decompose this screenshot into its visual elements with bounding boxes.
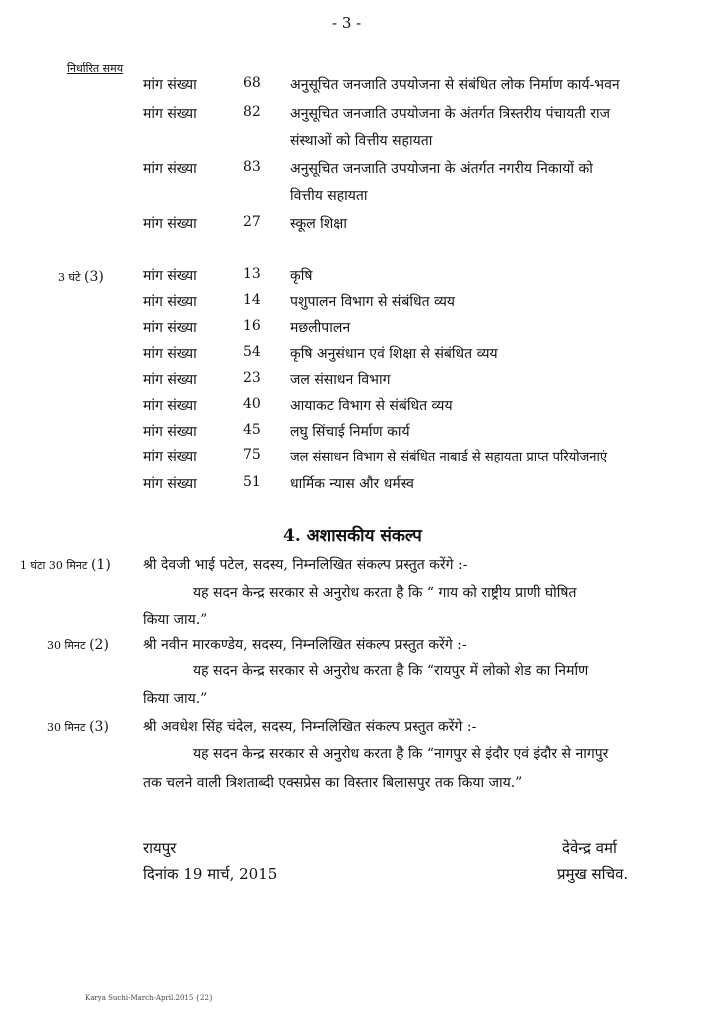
resolution-text-continued: किया जाय.” [143,612,208,628]
demand-row [0,214,703,236]
demand-row [0,474,703,496]
demand-label: मांग संख्या [143,398,197,414]
demand-label: मांग संख्या [143,476,197,492]
demand-label: मांग संख्या [143,106,197,122]
demand-description: आयाकट विभाग से संबंधित व्यय [290,398,453,414]
demand-row [0,422,703,444]
place: रायपुर [143,839,177,857]
demand-description-continued: संस्थाओं को वित्तीय सहायता [290,133,433,149]
resolution-time: 30 मिनट (2) [47,637,109,653]
resolution-mover: श्री नवीन मारकण्डेय, सदस्य, निम्नलिखित संकल्प प्रस्तुत करेंगे :- [143,637,467,653]
demand-number: 54 [243,344,261,360]
demand-row [0,318,703,340]
demand-label: मांग संख्या [143,372,197,388]
demand-description: अनुसूचित जनजाति उपयोजना से संबंधित लोक निर्माण कार्य-भवन [290,77,620,93]
resolution-text: यह सदन केन्द्र सरकार से अनुरोध करता है कि “ गाय को राष्ट्रीय प्राणी घोषित [193,585,577,601]
resolution-time: 1 घंटा 30 मिनट (1) [20,557,111,573]
page-number: - 3 - [332,14,362,32]
demand-label: मांग संख्या [143,268,197,284]
demand-description: धार्मिक न्यास और धर्मस्व [290,476,414,492]
date: दिनांक 19 मार्च, 2015 [143,865,278,883]
demand-label: मांग संख्या [143,449,197,465]
resolution-text: यह सदन केन्द्र सरकार से अनुरोध करता है कि “नागपुर से इंदौर एवं इंदौर से नागपुर [193,746,609,762]
signatory-name: देवेन्द्र वर्मा [562,839,617,857]
demand-row [0,266,703,288]
signatory-title: प्रमुख सचिव. [557,865,629,883]
demand-label: मांग संख्या [143,216,197,232]
demand-description: पशुपालन विभाग से संबंधित व्यय [290,294,456,310]
time-column-header: निर्धारित समय [67,62,124,75]
demand-number: 40 [243,396,261,412]
demand-number: 14 [243,292,261,308]
demand-row [0,104,703,126]
resolution-text-continued: किया जाय.” [143,691,208,707]
demand-number: 13 [243,266,261,282]
demand-description: जल संसाधन विभाग से संबंधित नाबार्ड से सहायता प्राप्त परियोजनाएं [290,450,608,465]
demand-description: स्कूल शिक्षा [290,216,347,232]
demand-description-continued: वित्तीय सहायता [290,188,368,204]
demand-row [0,344,703,366]
demand-row [0,159,703,181]
resolution-mover: श्री अवधेश सिंह चंदेल, सदस्य, निम्नलिखित संकल्प प्रस्तुत करेंगे :- [143,719,477,735]
demand-label: मांग संख्या [143,294,197,310]
demand-row [0,447,703,469]
demand-row [0,75,703,97]
demand-description: मछलीपालन [290,320,351,336]
demand-description: अनुसूचित जनजाति उपयोजना के अंतर्गत नगरीय निकायों को [290,161,593,177]
demand-label: मांग संख्या [143,161,197,177]
resolution-time: 30 मिनट (3) [47,719,109,735]
demand-description: जल संसाधन विभाग [290,372,391,388]
demand-row [0,292,703,314]
demand-label: मांग संख्या [143,320,197,336]
demand-label: मांग संख्या [143,424,197,440]
resolution-text-continued: तक चलने वाली त्रिशताब्दी एक्सप्रेस का विस्तार बिलासपुर तक किया जाय.” [143,775,523,791]
demand-description: लघु सिंचाई निर्माण कार्य [290,424,410,440]
demand-number: 75 [243,447,261,463]
demand-number: 45 [243,422,261,438]
demand-number: 51 [243,474,261,490]
demand-row [0,370,703,392]
demand-description: कृषि अनुसंधान एवं शिक्षा से संबंधित व्यय [290,346,498,362]
demand-description: कृषि [290,268,313,284]
demand-label: मांग संख्या [143,77,197,93]
demand-number: 27 [243,214,261,230]
demand-number: 16 [243,318,261,334]
allotted-time: 3 घंटे (3) [58,269,104,285]
document-reference: Karya Suchi-March-April.2015 {22} [85,994,214,1002]
demand-number: 68 [243,75,261,91]
demand-number: 83 [243,159,261,175]
demand-description: अनुसूचित जनजाति उपयोजना के अंतर्गत त्रिस्तरीय पंचायती राज [290,106,610,122]
resolution-text: यह सदन केन्द्र सरकार से अनुरोध करता है कि “रायपुर में लोको शेड का निर्माण [193,663,589,679]
demand-label: मांग संख्या [143,346,197,362]
demand-number: 23 [243,370,261,386]
resolution-mover: श्री देवजी भाई पटेल, सदस्य, निम्नलिखित संकल्प प्रस्तुत करेंगे :- [143,557,468,573]
section-heading: 4. अशासकीय संकल्प [283,526,422,546]
demand-row [0,396,703,418]
demand-number: 82 [243,104,261,120]
